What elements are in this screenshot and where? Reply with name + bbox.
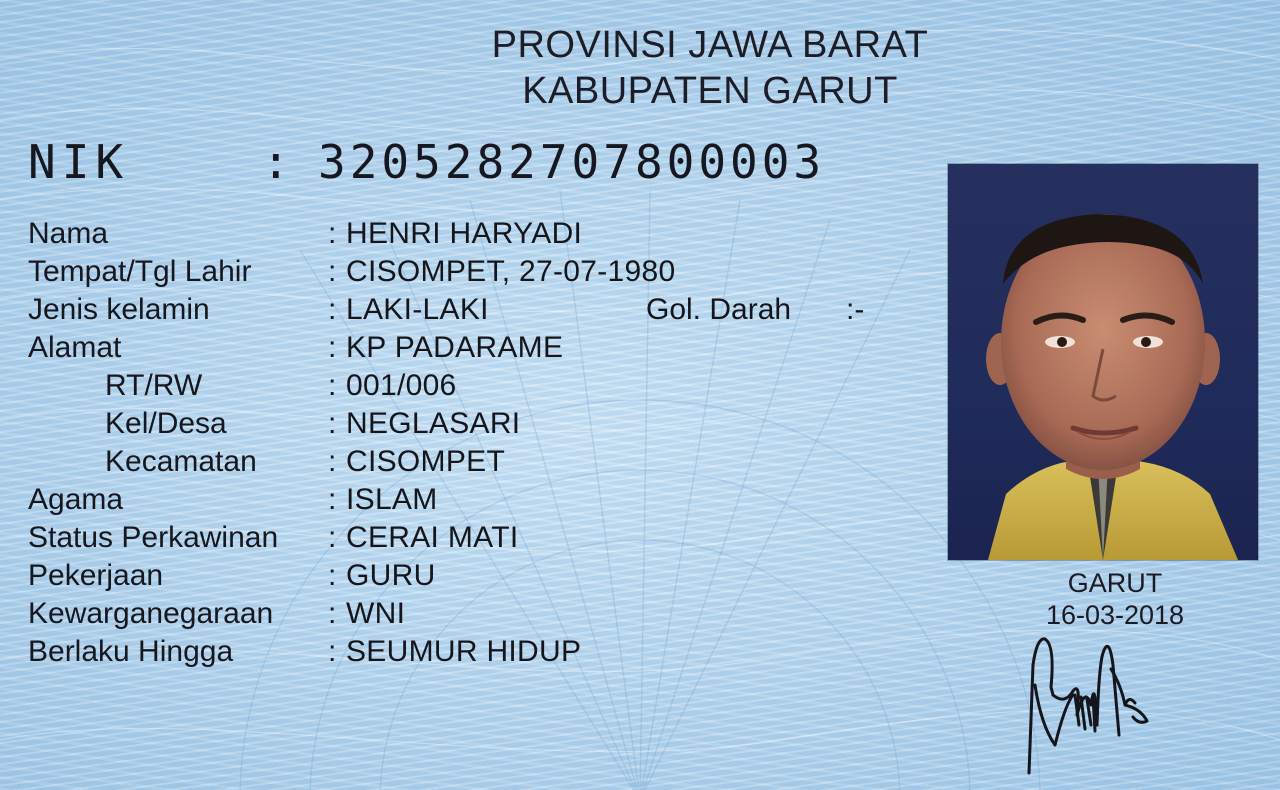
- pekerjaan-value: GURU: [346, 559, 436, 592]
- jenis-kelamin-label: Jenis kelamin: [28, 293, 210, 326]
- field-colon: :: [328, 293, 337, 326]
- gol-darah-label: Gol. Darah: [646, 293, 792, 326]
- field-pekerjaan: [0, 558, 920, 594]
- kewarganegaraan-label: Kewarganegaraan: [28, 597, 274, 630]
- portrait-illustration: [948, 164, 1258, 560]
- nik-value: 3205282707800003: [318, 135, 826, 189]
- regency-title: KABUPATEN GARUT: [522, 70, 898, 112]
- nik-colon: :: [262, 135, 290, 189]
- field-status-perkawinan: [0, 520, 920, 556]
- rt-rw-value: 001/006: [346, 369, 457, 402]
- field-kewarganegaraan: [0, 596, 920, 632]
- kel-desa-label: Kel/Desa: [105, 407, 227, 440]
- kecamatan-label: Kecamatan: [105, 445, 257, 478]
- field-colon: :: [328, 217, 337, 250]
- field-alamat: [0, 330, 920, 366]
- holder-photo: [948, 164, 1258, 560]
- field-nama: [0, 216, 920, 252]
- field-berlaku-hingga: [0, 634, 920, 670]
- status-perkawinan-label: Status Perkawinan: [28, 521, 279, 554]
- nama-label: Nama: [28, 217, 109, 250]
- rt-rw-label: RT/RW: [105, 369, 203, 402]
- nik-label: NIK: [28, 135, 130, 189]
- agama-label: Agama: [28, 483, 124, 516]
- field-rt-rw: [0, 368, 920, 404]
- field-tempat-tgl-lahir: [0, 254, 920, 290]
- field-agama: [0, 482, 920, 518]
- berlaku-hingga-label: Berlaku Hingga: [28, 635, 234, 668]
- field-colon: :: [328, 407, 337, 440]
- kewarganegaraan-value: WNI: [346, 597, 406, 630]
- issue-date: 16-03-2018: [1045, 600, 1185, 630]
- field-colon: :: [328, 521, 337, 554]
- field-colon: :: [328, 369, 337, 402]
- kecamatan-value: CISOMPET: [346, 445, 506, 478]
- field-kecamatan: [0, 444, 920, 480]
- field-kel-desa: [0, 406, 920, 442]
- tempat-tgl-lahir-label: Tempat/Tgl Lahir: [28, 255, 252, 288]
- field-colon: :: [328, 597, 337, 630]
- alamat-value: KP PADARAME: [346, 331, 564, 364]
- field-colon: :: [328, 445, 337, 478]
- tempat-tgl-lahir-value: CISOMPET, 27-07-1980: [346, 255, 676, 288]
- field-colon: :: [328, 255, 337, 288]
- agama-value: ISLAM: [346, 483, 438, 516]
- pekerjaan-label: Pekerjaan: [28, 559, 164, 592]
- field-colon: :: [328, 483, 337, 516]
- field-colon: :: [328, 635, 337, 668]
- alamat-label: Alamat: [28, 331, 122, 364]
- gol-darah-value: :-: [846, 293, 865, 326]
- berlaku-hingga-value: SEUMUR HIDUP: [346, 635, 582, 668]
- nama-value: HENRI HARYADI: [346, 217, 583, 250]
- field-colon: :: [328, 331, 337, 364]
- signature: [1015, 625, 1175, 785]
- kel-desa-value: NEGLASARI: [346, 407, 521, 440]
- jenis-kelamin-value: LAKI-LAKI: [346, 293, 489, 326]
- status-perkawinan-value: CERAI MATI: [346, 521, 519, 554]
- province-title: PROVINSI JAWA BARAT: [491, 24, 929, 66]
- issue-place: GARUT: [1067, 568, 1163, 598]
- field-colon: :: [328, 559, 337, 592]
- field-jenis-kelamin: [0, 292, 920, 328]
